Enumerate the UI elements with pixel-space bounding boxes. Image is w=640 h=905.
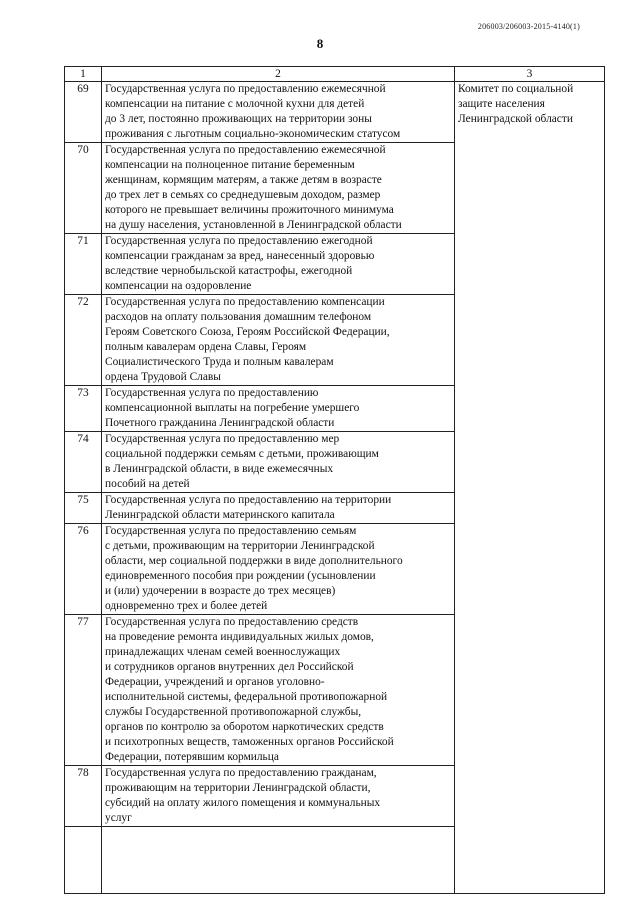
empty-number-cell xyxy=(65,827,102,894)
service-description: Государственная услуга по предоставлению компенсационной выплаты на погребение умершего Почетного гражданина Ленинградской области xyxy=(102,386,455,432)
service-description: Государственная услуга по предоставлению ежегодной компенсации гражданам за вред, нанесенный здоровью вследствие чернобыльской катастрофы, ежегодной компенсации на оздоровление xyxy=(102,234,455,295)
row-number: 72 xyxy=(65,295,102,386)
page-number: 8 xyxy=(316,36,324,51)
table-row xyxy=(65,82,605,143)
row-number: 73 xyxy=(65,386,102,432)
service-description: Государственная услуга по предоставлению на территории Ленинградской области материнского капитала xyxy=(102,493,455,524)
row-number: 69 xyxy=(65,82,102,143)
column-header-3: 3 xyxy=(455,67,605,82)
service-description: Государственная услуга по предоставлению ежемесячной компенсации на питание с молочной кухни для детей до 3 лет, постоянно проживающих на территории зоны проживания с льготным социально-экономическим статусом xyxy=(102,82,455,143)
row-number: 71 xyxy=(65,234,102,295)
service-description: Государственная услуга по предоставлению гражданам, проживающим на территории Ленинградской области, субсидий на оплату жилого помещения и коммунальных услуг xyxy=(102,766,455,827)
row-number: 75 xyxy=(65,493,102,524)
column-header-1: 1 xyxy=(65,67,102,82)
row-number: 70 xyxy=(65,143,102,234)
service-description: Государственная услуга по предоставлению семьям с детьми, проживающим на территории Ленинградской области, мер социальной поддержки в виде дополнительного единовременного пособия при рождении (усыновлении и (или) удочерении в возрасте до трех месяцев) одновременно трех и более детей xyxy=(102,524,455,615)
responsible-department: Комитет по социальной защите населения Ленинградской области xyxy=(455,82,605,894)
empty-description-cell xyxy=(102,827,455,894)
row-number: 74 xyxy=(65,432,102,493)
row-number: 77 xyxy=(65,615,102,766)
table-header-row xyxy=(65,67,605,82)
row-number: 78 xyxy=(65,766,102,827)
row-number: 76 xyxy=(65,524,102,615)
service-description: Государственная услуга по предоставлению средств на проведение ремонта индивидуальных жилых домов, принадлежащих членам семей военнослужащих и сотрудников органов внутренних дел Российской Федерации, учреждений и органов уголовно- исполнительной системы, федеральной противопожарной службы Государственной противопожарной службы, органов по контролю за оборотом наркотических средств и психотропных веществ, таможенных органов Российской Федерации, потерявшим кормильца xyxy=(102,615,455,766)
service-description: Государственная услуга по предоставлению компенсации расходов на оплату пользования домашним телефоном Героям Советского Союза, Героям Российской Федерации, полным кавалерам ордена Славы, Героям Социалистического Труда и полным кавалерам ордена Трудовой Славы xyxy=(102,295,455,386)
column-header-2: 2 xyxy=(102,67,455,82)
services-table xyxy=(64,66,605,894)
document-id: 206003/206003-2015-4140(1) xyxy=(477,22,580,31)
service-description: Государственная услуга по предоставлению ежемесячной компенсации на полноценное питание беременным женщинам, кормящим матерям, а также детям в возрасте до трех лет в семьях со среднедушевым доходом, размер которого не превышает величины прожиточного минимума на душу населения, установленной в Ленинградской области xyxy=(102,143,455,234)
service-description: Государственная услуга по предоставлению мер социальной поддержки семьям с детьми, проживающим в Ленинградской области, в виде ежемесячных пособий на детей xyxy=(102,432,455,493)
